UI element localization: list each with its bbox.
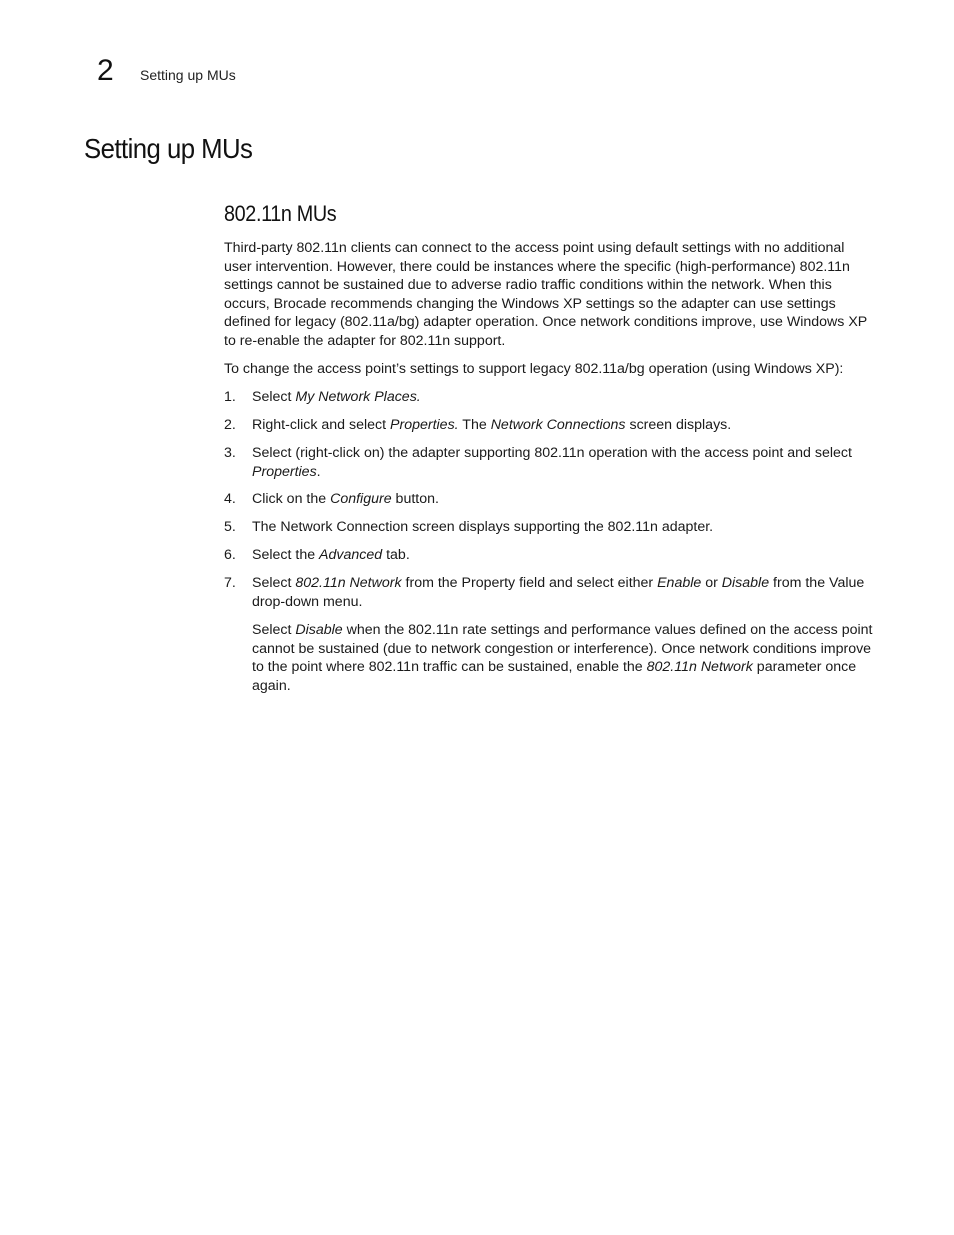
step-number: 5.	[224, 519, 236, 536]
step-item	[224, 574, 874, 695]
step-item	[224, 518, 874, 537]
step-item	[224, 546, 874, 565]
step-text: Select (right-click on) the adapter supporting 802.11n operation with the access point and select Properties.	[252, 444, 852, 480]
step-number: 4.	[224, 491, 236, 508]
step-text: Click on the Configure button.	[252, 491, 439, 508]
section-title: 802.11n MUs	[224, 201, 337, 226]
procedure-steps	[224, 388, 874, 695]
step-number: 7.	[224, 575, 236, 592]
step-item	[224, 388, 874, 407]
step-item	[224, 444, 874, 481]
step-text: Select 802.11n Network from the Property field and select either Enable or Disable from the Value drop-down menu.	[252, 575, 865, 611]
intro-paragraph: Third-party 802.11n clients can connect to the access point using default settings with no additional user intervention. However, there could be instances where the specific (high-performance) 802.11n settings cannot be sustained due to adverse radio traffic conditions within the network. When this occurs, Brocade recommends changing the Windows XP settings so the adapter can use settings defined for legacy (802.11a/bg) adapter operation. Once network conditions improve, use Windows XP to re-enable the adapter for 802.11n support.	[224, 240, 868, 349]
lead-in-paragraph: To change the access point’s settings to support legacy 802.11a/bg operation (using Windows XP):	[224, 360, 844, 377]
step-number: 3.	[224, 444, 236, 461]
step-number: 2.	[224, 416, 236, 433]
step-note: Select Disable when the 802.11n rate settings and performance values defined on the access point cannot be sustained (due to network congestion or interference). Once network conditions improve to the point where 802.11n traffic can be sustained, enable the 802.11n Network parameter once again.	[252, 622, 873, 694]
running-title: Setting up MUs	[140, 67, 236, 83]
section-body	[224, 239, 874, 705]
step-number: 6.	[224, 547, 236, 564]
step-text: Right-click and select Properties. The Network Connections screen displays.	[252, 416, 732, 433]
chapter-number: 2	[97, 54, 114, 87]
step-text: Select the Advanced tab.	[252, 547, 410, 564]
step-text: Select My Network Places.	[252, 388, 421, 405]
step-text: The Network Connection screen displays supporting the 802.11n adapter.	[252, 519, 714, 536]
step-item	[224, 416, 874, 435]
step-number: 1.	[224, 388, 236, 405]
page-title: Setting up MUs	[84, 133, 253, 164]
step-item	[224, 490, 874, 509]
